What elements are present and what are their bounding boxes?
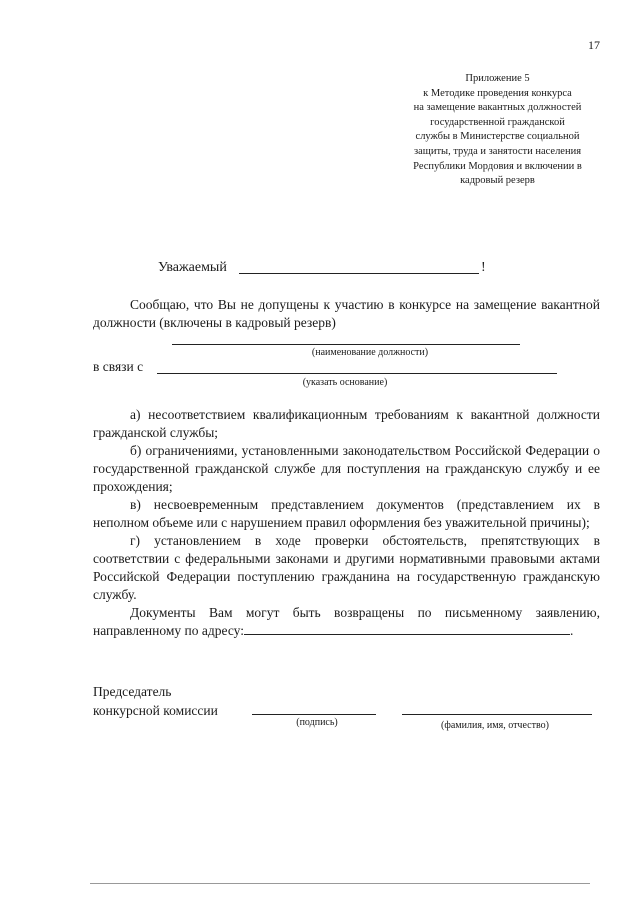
appendix-line: Приложение 5: [465, 73, 530, 84]
appendix-header: [380, 72, 615, 189]
reason-item-a: а) несоответствием квалификационным требованиям к вакантной должности гражданской службы;: [93, 407, 600, 440]
reason-caption: (указать основание): [302, 377, 388, 388]
appendix-line: Республики Мордовия и включении в: [413, 160, 582, 172]
address-line: [244, 622, 570, 635]
greeting-end: !: [481, 260, 486, 275]
appendix-line: кадровый резерв: [460, 175, 535, 187]
signature-title: [93, 682, 218, 720]
reason-item-v: в) несвоевременным представлением документов (представлением их в неполном объеме или с нарушением правил оформления без уважительной причины);: [93, 497, 600, 530]
intro-paragraph: [93, 296, 600, 332]
recipient-name-line: [239, 273, 479, 274]
reason-item-g: г) установлением в ходе проверки обстоятельств, препятствующих в соответствии с федеральными законами и другими нормативными правовыми актами Российской Федерации поступлению гражданина на государственную гражданскую службу.: [93, 533, 600, 602]
appendix-line: защиты, труда и занятости населения: [413, 145, 582, 157]
position-caption: (наименование должности): [311, 347, 429, 358]
documents-end: .: [569, 623, 574, 638]
appendix-line: к Методике проведения конкурса: [423, 87, 572, 99]
position-line: [172, 344, 520, 345]
documents-text: [93, 604, 600, 640]
name-line: [402, 714, 592, 715]
appendix-line: службы в Министерстве социальной: [415, 131, 580, 143]
signature-title-line2: конкурсной комиссии: [93, 703, 218, 718]
appendix-line: государственной гражданской: [430, 116, 565, 128]
signature-caption: (подпись): [296, 717, 338, 728]
page-number: 17: [588, 38, 600, 52]
reasons-list: [93, 406, 600, 640]
signature-line: [252, 714, 376, 715]
bottom-rule: [90, 883, 590, 884]
reason-label: в связи с: [93, 359, 144, 374]
intro-text: Сообщаю, что Вы не допущены к участию в конкурсе на замещение вакантной должности (включены в кадровый резерв): [93, 297, 600, 330]
reason-item-b: б) ограничениями, установленными законодательством Российской Федерации о государственной гражданской службе для поступления на гражданскую службу и ее прохождения;: [93, 443, 600, 494]
name-caption: (фамилия, имя, отчество): [441, 720, 549, 731]
reason-line: [157, 373, 557, 374]
documents-sentence: Документы Вам могут быть возвращены по письменному заявлению, направленному по адресу:: [93, 605, 600, 638]
signature-title-line1: Председатель: [93, 684, 172, 699]
appendix-line: на замещение вакантных должностей: [413, 102, 582, 114]
greeting: Уважаемый: [158, 260, 227, 275]
